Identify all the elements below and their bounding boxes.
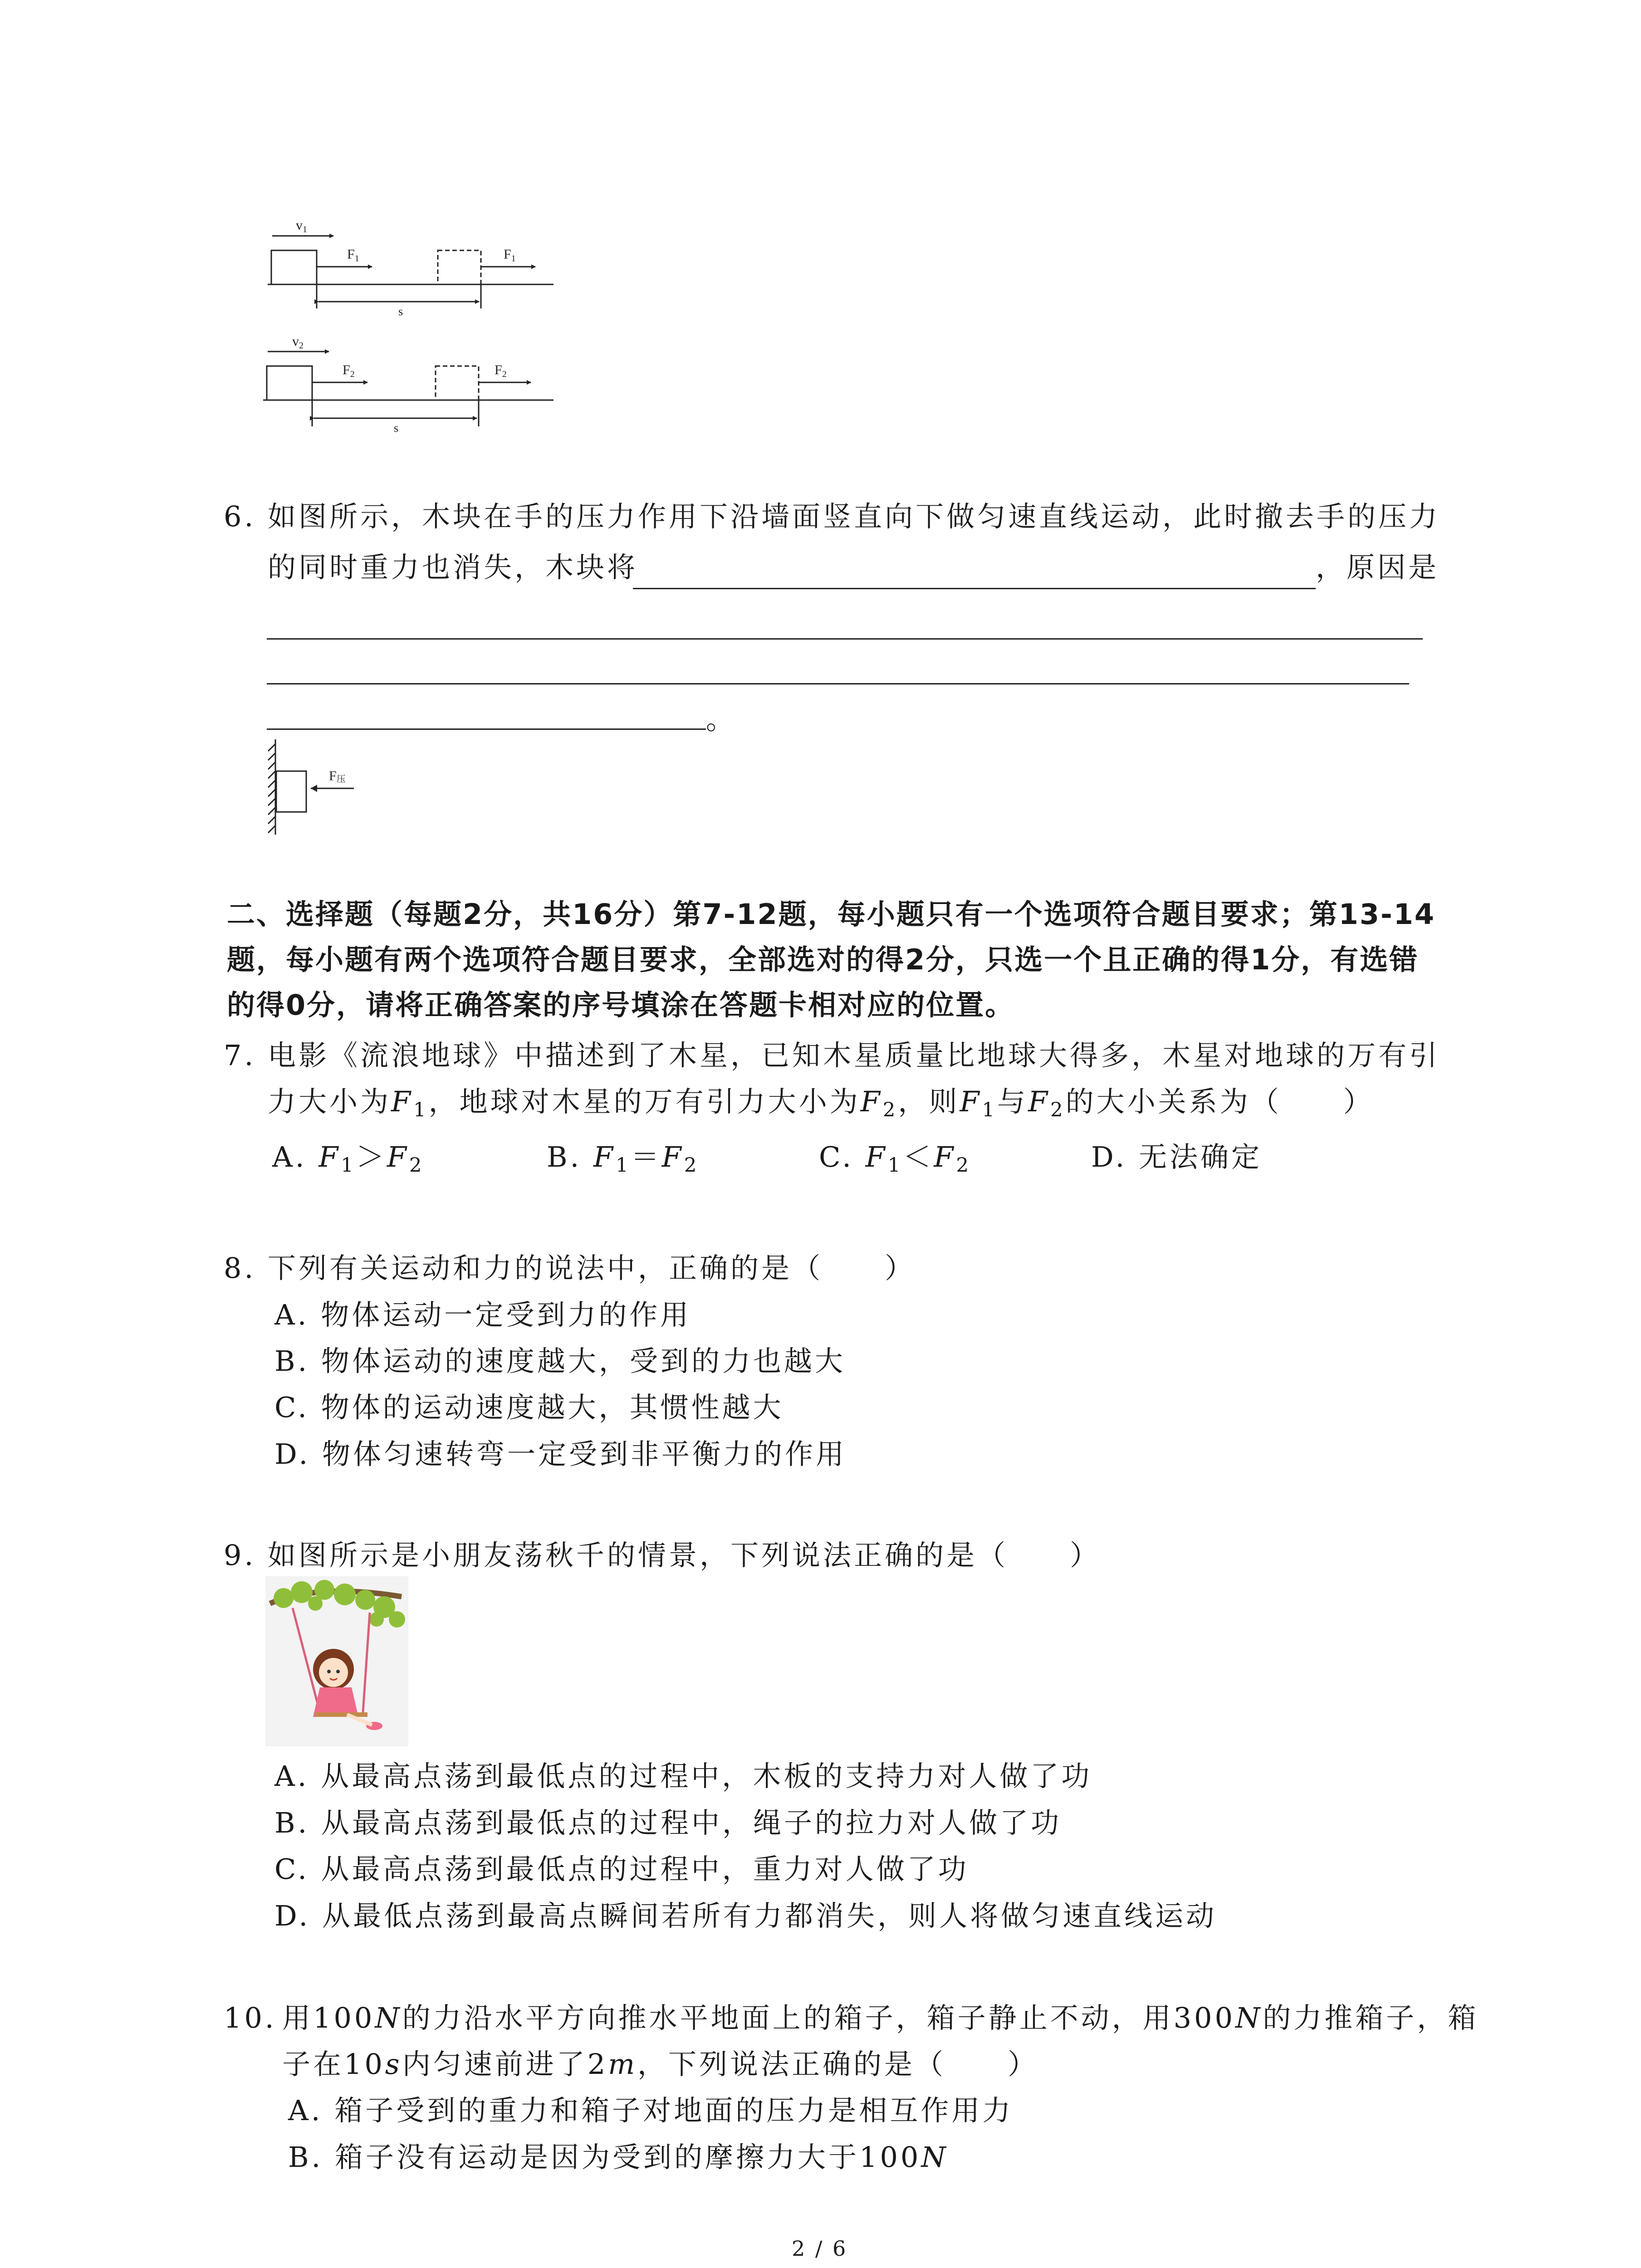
q10-line2: 子在10s内匀速前进了2m，下列说法正确的是（ ） — [282, 2048, 1038, 2081]
upper-block-start — [271, 250, 317, 284]
q8-option-c[interactable]: C. 物体的运动速度越大，其惯性越大 — [274, 1391, 784, 1424]
swing-illustration — [265, 1576, 408, 1746]
q9-number: 9. — [224, 1539, 256, 1572]
q7-option-c[interactable]: C. $F_1<F_2$ — [819, 1140, 971, 1177]
q10-option-b[interactable]: B. 箱子没有运动是因为受到的摩擦力大于100N — [288, 2141, 949, 2174]
lower-block-end — [436, 366, 479, 400]
q9-option-a[interactable]: A. 从最高点荡到最低点的过程中，木板的支持力对人做了功 — [274, 1760, 1092, 1793]
wood-block — [276, 771, 306, 812]
wall-block-figure — [265, 735, 383, 839]
q8-option-b[interactable]: B. 物体运动的速度越大，受到的力也越大 — [274, 1344, 846, 1378]
q7-option-b[interactable]: B. $F_1=F_2$ — [547, 1140, 700, 1177]
wall-hatching — [268, 744, 275, 833]
q6-blank-3[interactable] — [267, 683, 1409, 684]
q7-option-a[interactable]: A. $F_1>F_2$ — [272, 1140, 425, 1177]
q10-option-a[interactable]: A. 箱子受到的重力和箱子对地面的压力是相互作用力 — [288, 2094, 1014, 2127]
q6-line2b: ，原因是 — [1316, 551, 1440, 584]
label-v2: $v_2$ — [292, 334, 304, 351]
q8-stem: 下列有关运动和力的说法中，正确的是（ ） — [268, 1251, 916, 1285]
q7-line1: 电影《流浪地球》中描述到了木星，已知木星质量比地球大得多，木星对地球的万有引 — [268, 1039, 1440, 1072]
q9-option-c[interactable]: C. 从最高点荡到最低点的过程中，重力对人做了功 — [274, 1853, 969, 1886]
q7-option-d[interactable]: D. 无法确定 — [1091, 1140, 1262, 1173]
label-F2-end: $F_2$ — [495, 362, 507, 379]
q6-line1: 如图所示，木块在手的压力作用下沿墙面竖直向下做匀速直线运动，此时撤去手的压力 — [268, 500, 1440, 533]
q8-number: 8. — [224, 1251, 256, 1285]
q9-option-b[interactable]: B. 从最高点荡到最低点的过程中，绳子的拉力对人做了功 — [274, 1806, 1062, 1839]
q6-blank-1[interactable] — [633, 588, 1316, 589]
q6-line2a: 的同时重力也消失，木块将 — [268, 551, 638, 584]
q7-number: 7. — [224, 1039, 256, 1072]
q6-number: 6. — [224, 500, 256, 533]
q6-blank-2[interactable] — [267, 638, 1423, 640]
lower-block-start — [267, 366, 312, 400]
label-F1-end: $F_1$ — [504, 247, 516, 264]
section2-line2: 题，每小题有两个选项符合题目要求，全部选对的得2分，只选一个且正确的得1分，有选错 — [227, 943, 1419, 976]
q9-stem: 如图所示是小朋友荡秋千的情景，下列说法正确的是（ ） — [268, 1539, 1101, 1572]
label-s-lower: s — [394, 421, 399, 435]
q8-option-d[interactable]: D. 物体匀速转弯一定受到非平衡力的作用 — [274, 1437, 847, 1471]
motion-figure — [254, 213, 581, 449]
section2-line1: 二、选择题（每题2分，共16分）第7-12题，每小题只有一个选项符合题目要求；第13-14 — [227, 898, 1435, 931]
label-v1: $v_1$ — [296, 218, 307, 235]
press-force-label: F压 — [329, 768, 346, 784]
page-number: 2 / 6 — [792, 2236, 848, 2261]
q8-option-a[interactable]: A. 物体运动一定受到力的作用 — [274, 1298, 691, 1331]
label-F2-start: $F_2$ — [343, 362, 355, 379]
q9-option-d[interactable]: D. 从最低点荡到最高点瞬间若所有力都消失，则人将做匀速直线运动 — [274, 1899, 1217, 1932]
label-F1-start: $F_1$ — [347, 247, 359, 264]
q6-blank-4[interactable] — [267, 728, 706, 730]
q10-number: 10. — [224, 2001, 277, 2034]
q7-line2: 力大小为$F_1$，地球对木星的万有引力大小为$F_2$，则$F_1$与$F_2$的大小关系为（ ） — [268, 1085, 1374, 1121]
label-s-upper: s — [398, 305, 403, 318]
q6-end-mark: 。 — [706, 703, 737, 736]
q10-line1: 用100N的力沿水平方向推水平地面上的箱子，箱子静止不动，用300N的力推箱子，箱 — [282, 2001, 1479, 2034]
upper-block-end — [438, 250, 481, 284]
section2-line3: 的得0分，请将正确答案的序号填涂在答题卡相对应的位置。 — [227, 988, 1015, 1022]
